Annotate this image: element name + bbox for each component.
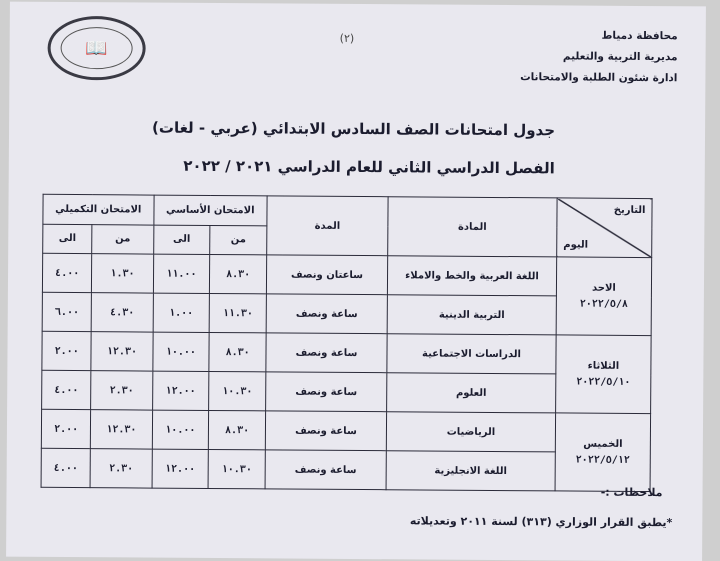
duration-cell: ساعة ونصف	[265, 411, 386, 451]
basic-to-cell: ١.٠٠	[153, 293, 210, 332]
day-cell	[555, 413, 651, 492]
extra-to-cell: ٦.٠٠	[42, 292, 92, 331]
table-row	[41, 409, 650, 452]
exam-schedule-table	[41, 194, 653, 492]
basic-from-cell: ١٠.٣٠	[209, 371, 266, 410]
extra-from-cell: ١٢.٣٠	[91, 410, 152, 449]
department-line: ادارة شئون الطلبة والامتحانات	[520, 71, 678, 85]
subject-cell: العلوم	[387, 373, 556, 413]
schedule-title: جدول امتحانات الصف السادس الابتدائي (عربي - لغات)	[152, 118, 556, 140]
duration-cell: ساعة ونصف	[266, 372, 387, 412]
basic-to-cell: ١٢.٠٠	[152, 449, 209, 488]
day-header: اليوم	[563, 239, 589, 251]
extra-from-cell: ٤.٣٠	[92, 293, 153, 332]
date-header: التاريخ	[613, 204, 646, 217]
basic-exam-header: الامتحان الأساسي	[153, 195, 267, 225]
day-date: ٢٠٢٢/٥/١٠	[576, 376, 631, 388]
subject-cell: الرياضيات	[386, 412, 555, 452]
basic-to-cell: ١٢.٠٠	[152, 371, 209, 410]
duration-cell: ساعة ونصف	[265, 450, 386, 490]
extra-to-cell: ٢.٠٠	[41, 409, 91, 448]
extra-to-cell: ٤.٠٠	[41, 448, 91, 487]
day-name: الاحد	[591, 282, 616, 294]
document-page	[6, 2, 706, 561]
extra-to-cell: ٤.٠٠	[42, 370, 92, 409]
day-name: الخميس	[583, 438, 623, 450]
basic-to-cell: ١٠.٠٠	[152, 410, 209, 449]
extra-from-cell: ٢.٣٠	[90, 449, 151, 488]
basic-from-cell: ٨.٣٠	[210, 254, 267, 293]
extra-exam-header: الامتحان التكميلي	[43, 194, 154, 224]
day-name: الثلاثاء	[587, 360, 620, 372]
extra-to-header: الى	[43, 224, 93, 254]
subject-cell: اللغة العربية والخط والاملاء	[387, 256, 556, 296]
extra-to-cell: ٤.٠٠	[42, 253, 92, 292]
basic-from-cell: ١٠.٣٠	[208, 449, 265, 488]
duration-cell: ساعة ونصف	[266, 294, 387, 334]
duration-cell: ساعة ونصف	[266, 333, 387, 373]
basic-from-cell: ٨.٣٠	[209, 410, 266, 449]
duration-header: المدة	[267, 196, 388, 256]
table-row	[42, 253, 651, 296]
ministerial-decree-note: *يطبق القرار الوزاري (٣١٣) لسنة ٢٠١١ وتعديلاته	[409, 514, 673, 530]
day-cell	[556, 257, 652, 336]
subject-cell: اللغة الانجليزية	[386, 451, 555, 491]
extra-from-cell: ٢.٣٠	[91, 371, 152, 410]
basic-to-cell: ١٠.٠٠	[152, 332, 209, 371]
subject-header: المادة	[388, 197, 557, 257]
directorate-line: مديرية التربية والتعليم	[562, 50, 678, 64]
term-title: الفصل الدراسي الثاني للعام الدراسي ٢٠٢١ / ٢٠٢٢	[183, 156, 555, 178]
subject-cell: التربية الدينية	[387, 295, 556, 335]
basic-to-header: الى	[153, 225, 210, 255]
day-date: ٢٠٢٢/٥/٨	[579, 298, 628, 310]
day-cell	[556, 335, 652, 414]
subject-cell: الدراسات الاجتماعية	[387, 334, 556, 374]
page-number: (٢)	[339, 31, 355, 45]
book-emblem-icon: 📖	[60, 27, 132, 70]
basic-from-header: من	[210, 225, 267, 255]
governorate-line: محافظة دمياط	[601, 29, 678, 43]
table-row	[42, 331, 651, 374]
day-date: ٢٠٢٢/٥/١٢	[575, 454, 630, 466]
extra-to-cell: ٢.٠٠	[42, 331, 92, 370]
basic-to-cell: ١١.٠٠	[153, 254, 210, 293]
document-header	[507, 25, 677, 89]
notes-label: ملاحظات :-	[600, 485, 663, 500]
ministry-logo	[47, 16, 145, 81]
duration-cell: ساعتان ونصف	[266, 255, 387, 295]
basic-from-cell: ١١.٣٠	[209, 293, 266, 332]
extra-from-cell: ١٢.٣٠	[91, 332, 152, 371]
basic-from-cell: ٨.٣٠	[209, 332, 266, 371]
extra-from-cell: ١.٣٠	[92, 254, 153, 293]
extra-from-header: من	[92, 224, 153, 254]
date-day-header	[557, 198, 652, 258]
